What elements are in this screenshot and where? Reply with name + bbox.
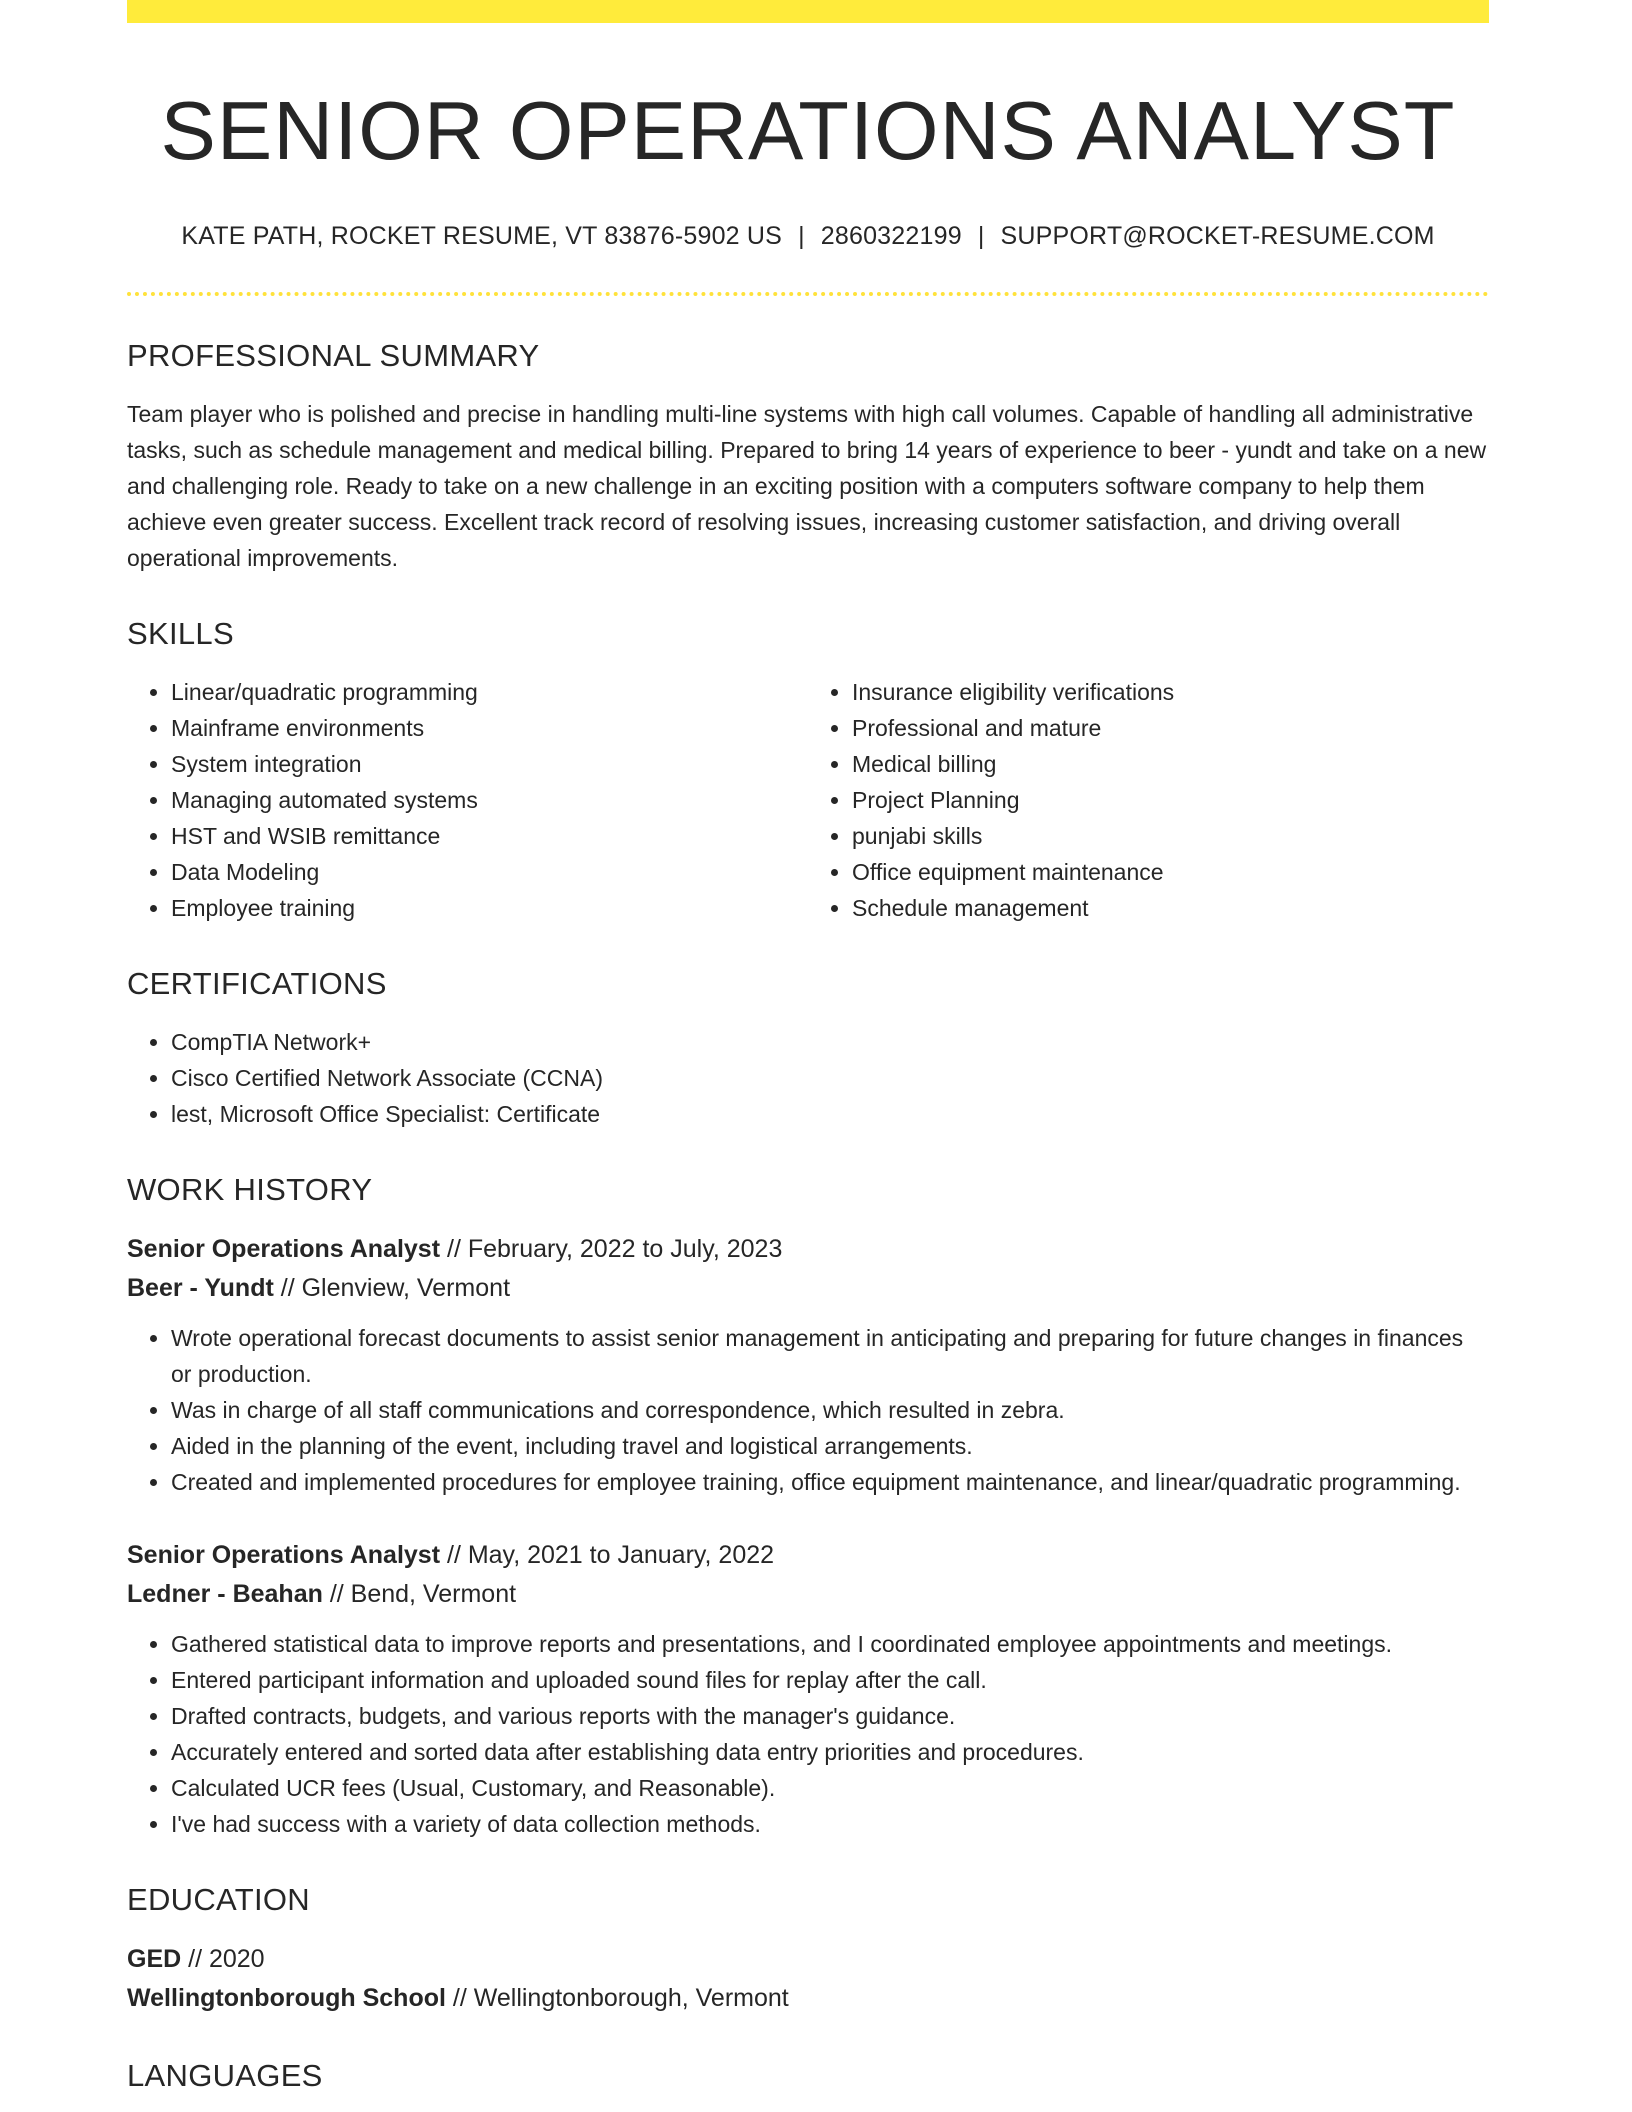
skills-columns bbox=[127, 674, 1489, 926]
contact-separator: | bbox=[798, 222, 805, 251]
certifications-heading: CERTIFICATIONS bbox=[127, 966, 387, 1002]
job-bullets bbox=[127, 1626, 1489, 1842]
contact-address: KATE PATH, ROCKET RESUME, VT 83876-5902 US bbox=[181, 222, 783, 251]
certification-item: • lest, Microsoft Office Specialist: Certificate bbox=[171, 1096, 1489, 1132]
skill-item: • System integration bbox=[171, 746, 808, 782]
skill-item: • Mainframe environments bbox=[171, 710, 808, 746]
education-degree-line bbox=[127, 1940, 1489, 1979]
skills-section bbox=[127, 616, 1489, 926]
job-title-line bbox=[127, 1536, 1489, 1575]
job-bullet: • Accurately entered and sorted data after establishing data entry priorities and procedures. bbox=[171, 1734, 1489, 1770]
job-company: Beer - Yundt bbox=[127, 1274, 274, 1303]
skill-item: • Employee training bbox=[171, 890, 808, 926]
certifications-section bbox=[127, 966, 1489, 1132]
resume-title: SENIOR OPERATIONS ANALYST bbox=[160, 84, 1456, 177]
skill-item: • Office equipment maintenance bbox=[852, 854, 1489, 890]
skill-item: • Professional and mature bbox=[852, 710, 1489, 746]
top-accent-bar bbox=[127, 0, 1489, 23]
work-history-section bbox=[127, 1172, 1489, 1842]
job-bullet: • Aided in the planning of the event, including travel and logistical arrangements. bbox=[171, 1428, 1489, 1464]
skills-left-list bbox=[127, 674, 808, 926]
job-bullet: • Created and implemented procedures for employee training, office equipment maintenance, and linear/quadratic programming. bbox=[171, 1464, 1489, 1500]
education-degree: GED bbox=[127, 1945, 182, 1974]
job-bullet: • Wrote operational forecast documents to assist senior management in anticipating and preparing for future changes in finances or production. bbox=[171, 1320, 1489, 1392]
resume-page bbox=[127, 0, 1489, 2094]
education-heading: EDUCATION bbox=[127, 1882, 310, 1918]
job-bullet: • I've had success with a variety of data collection methods. bbox=[171, 1806, 1489, 1842]
job-title: Senior Operations Analyst bbox=[127, 1235, 441, 1264]
job-dates: // February, 2022 to July, 2023 bbox=[440, 1235, 783, 1264]
skills-right-list bbox=[808, 674, 1489, 926]
contact-phone: 2860322199 bbox=[820, 222, 962, 251]
certification-item: • Cisco Certified Network Associate (CCNA) bbox=[171, 1060, 1489, 1096]
education-school: Wellingtonborough School bbox=[127, 1984, 446, 2013]
skill-item: • Project Planning bbox=[852, 782, 1489, 818]
job-company-line bbox=[127, 1269, 1489, 1308]
job-location: // Glenview, Vermont bbox=[273, 1274, 511, 1303]
job-bullet: • Entered participant information and uploaded sound files for replay after the call. bbox=[171, 1662, 1489, 1698]
summary-section bbox=[127, 338, 1489, 576]
job-dates: // May, 2021 to January, 2022 bbox=[440, 1541, 775, 1570]
work-history-heading: WORK HISTORY bbox=[127, 1172, 373, 1208]
skill-item: • punjabi skills bbox=[852, 818, 1489, 854]
summary-text: Team player who is polished and precise in handling multi-line systems with high call volumes. Capable of handling all administrative tasks, such as schedule management and medical billing. Prepared to bring 14 years of experience to beer - yundt and take on a new and challenging role. Ready to take on a new challenge in an exciting position with a computers software company to help them achieve even greater success. Excellent track record of resolving issues, increasing customer satisfaction, and driving overall operational improvements. bbox=[127, 401, 1487, 572]
education-school-line bbox=[127, 1979, 1489, 2018]
contact-separator: | bbox=[977, 222, 985, 251]
job-entry bbox=[127, 1230, 1489, 1500]
job-bullet: • Gathered statistical data to improve reports and presentations, and I coordinated employee appointments and meetings. bbox=[171, 1626, 1489, 1662]
job-entry bbox=[127, 1536, 1489, 1842]
job-location: // Bend, Vermont bbox=[322, 1580, 517, 1609]
summary-heading: PROFESSIONAL SUMMARY bbox=[127, 338, 540, 374]
education-year: // 2020 bbox=[181, 1945, 265, 1974]
skill-item: • Schedule management bbox=[852, 890, 1489, 926]
skill-item: • Data Modeling bbox=[171, 854, 808, 890]
job-bullet: • Drafted contracts, budgets, and various reports with the manager's guidance. bbox=[171, 1698, 1489, 1734]
contact-email: SUPPORT@ROCKET-RESUME.COM bbox=[1000, 222, 1435, 251]
certification-item: • CompTIA Network+ bbox=[171, 1024, 1489, 1060]
job-bullets bbox=[127, 1320, 1489, 1500]
job-company-line bbox=[127, 1575, 1489, 1614]
skill-item: • Insurance eligibility verifications bbox=[852, 674, 1489, 710]
job-bullet: • Was in charge of all staff communications and correspondence, which resulted in zebra. bbox=[171, 1392, 1489, 1428]
skill-item: • HST and WSIB remittance bbox=[171, 818, 808, 854]
education-location: // Wellingtonborough, Vermont bbox=[445, 1984, 789, 2013]
skills-heading: SKILLS bbox=[127, 616, 234, 652]
skill-item: • Linear/quadratic programming bbox=[171, 674, 808, 710]
certifications-list bbox=[127, 1024, 1489, 1132]
languages-heading: LANGUAGES bbox=[127, 2058, 323, 2094]
skill-item: • Managing automated systems bbox=[171, 782, 808, 818]
job-company: Ledner - Beahan bbox=[127, 1580, 323, 1609]
job-bullet: • Calculated UCR fees (Usual, Customary, and Reasonable). bbox=[171, 1770, 1489, 1806]
job-title: Senior Operations Analyst bbox=[127, 1541, 441, 1570]
job-title-line bbox=[127, 1230, 1489, 1269]
education-section bbox=[127, 1882, 1489, 2018]
dotted-divider bbox=[127, 292, 1489, 296]
languages-section bbox=[127, 2058, 1489, 2094]
contact-line bbox=[127, 222, 1489, 251]
skill-item: • Medical billing bbox=[852, 746, 1489, 782]
education-entry bbox=[127, 1940, 1489, 2018]
